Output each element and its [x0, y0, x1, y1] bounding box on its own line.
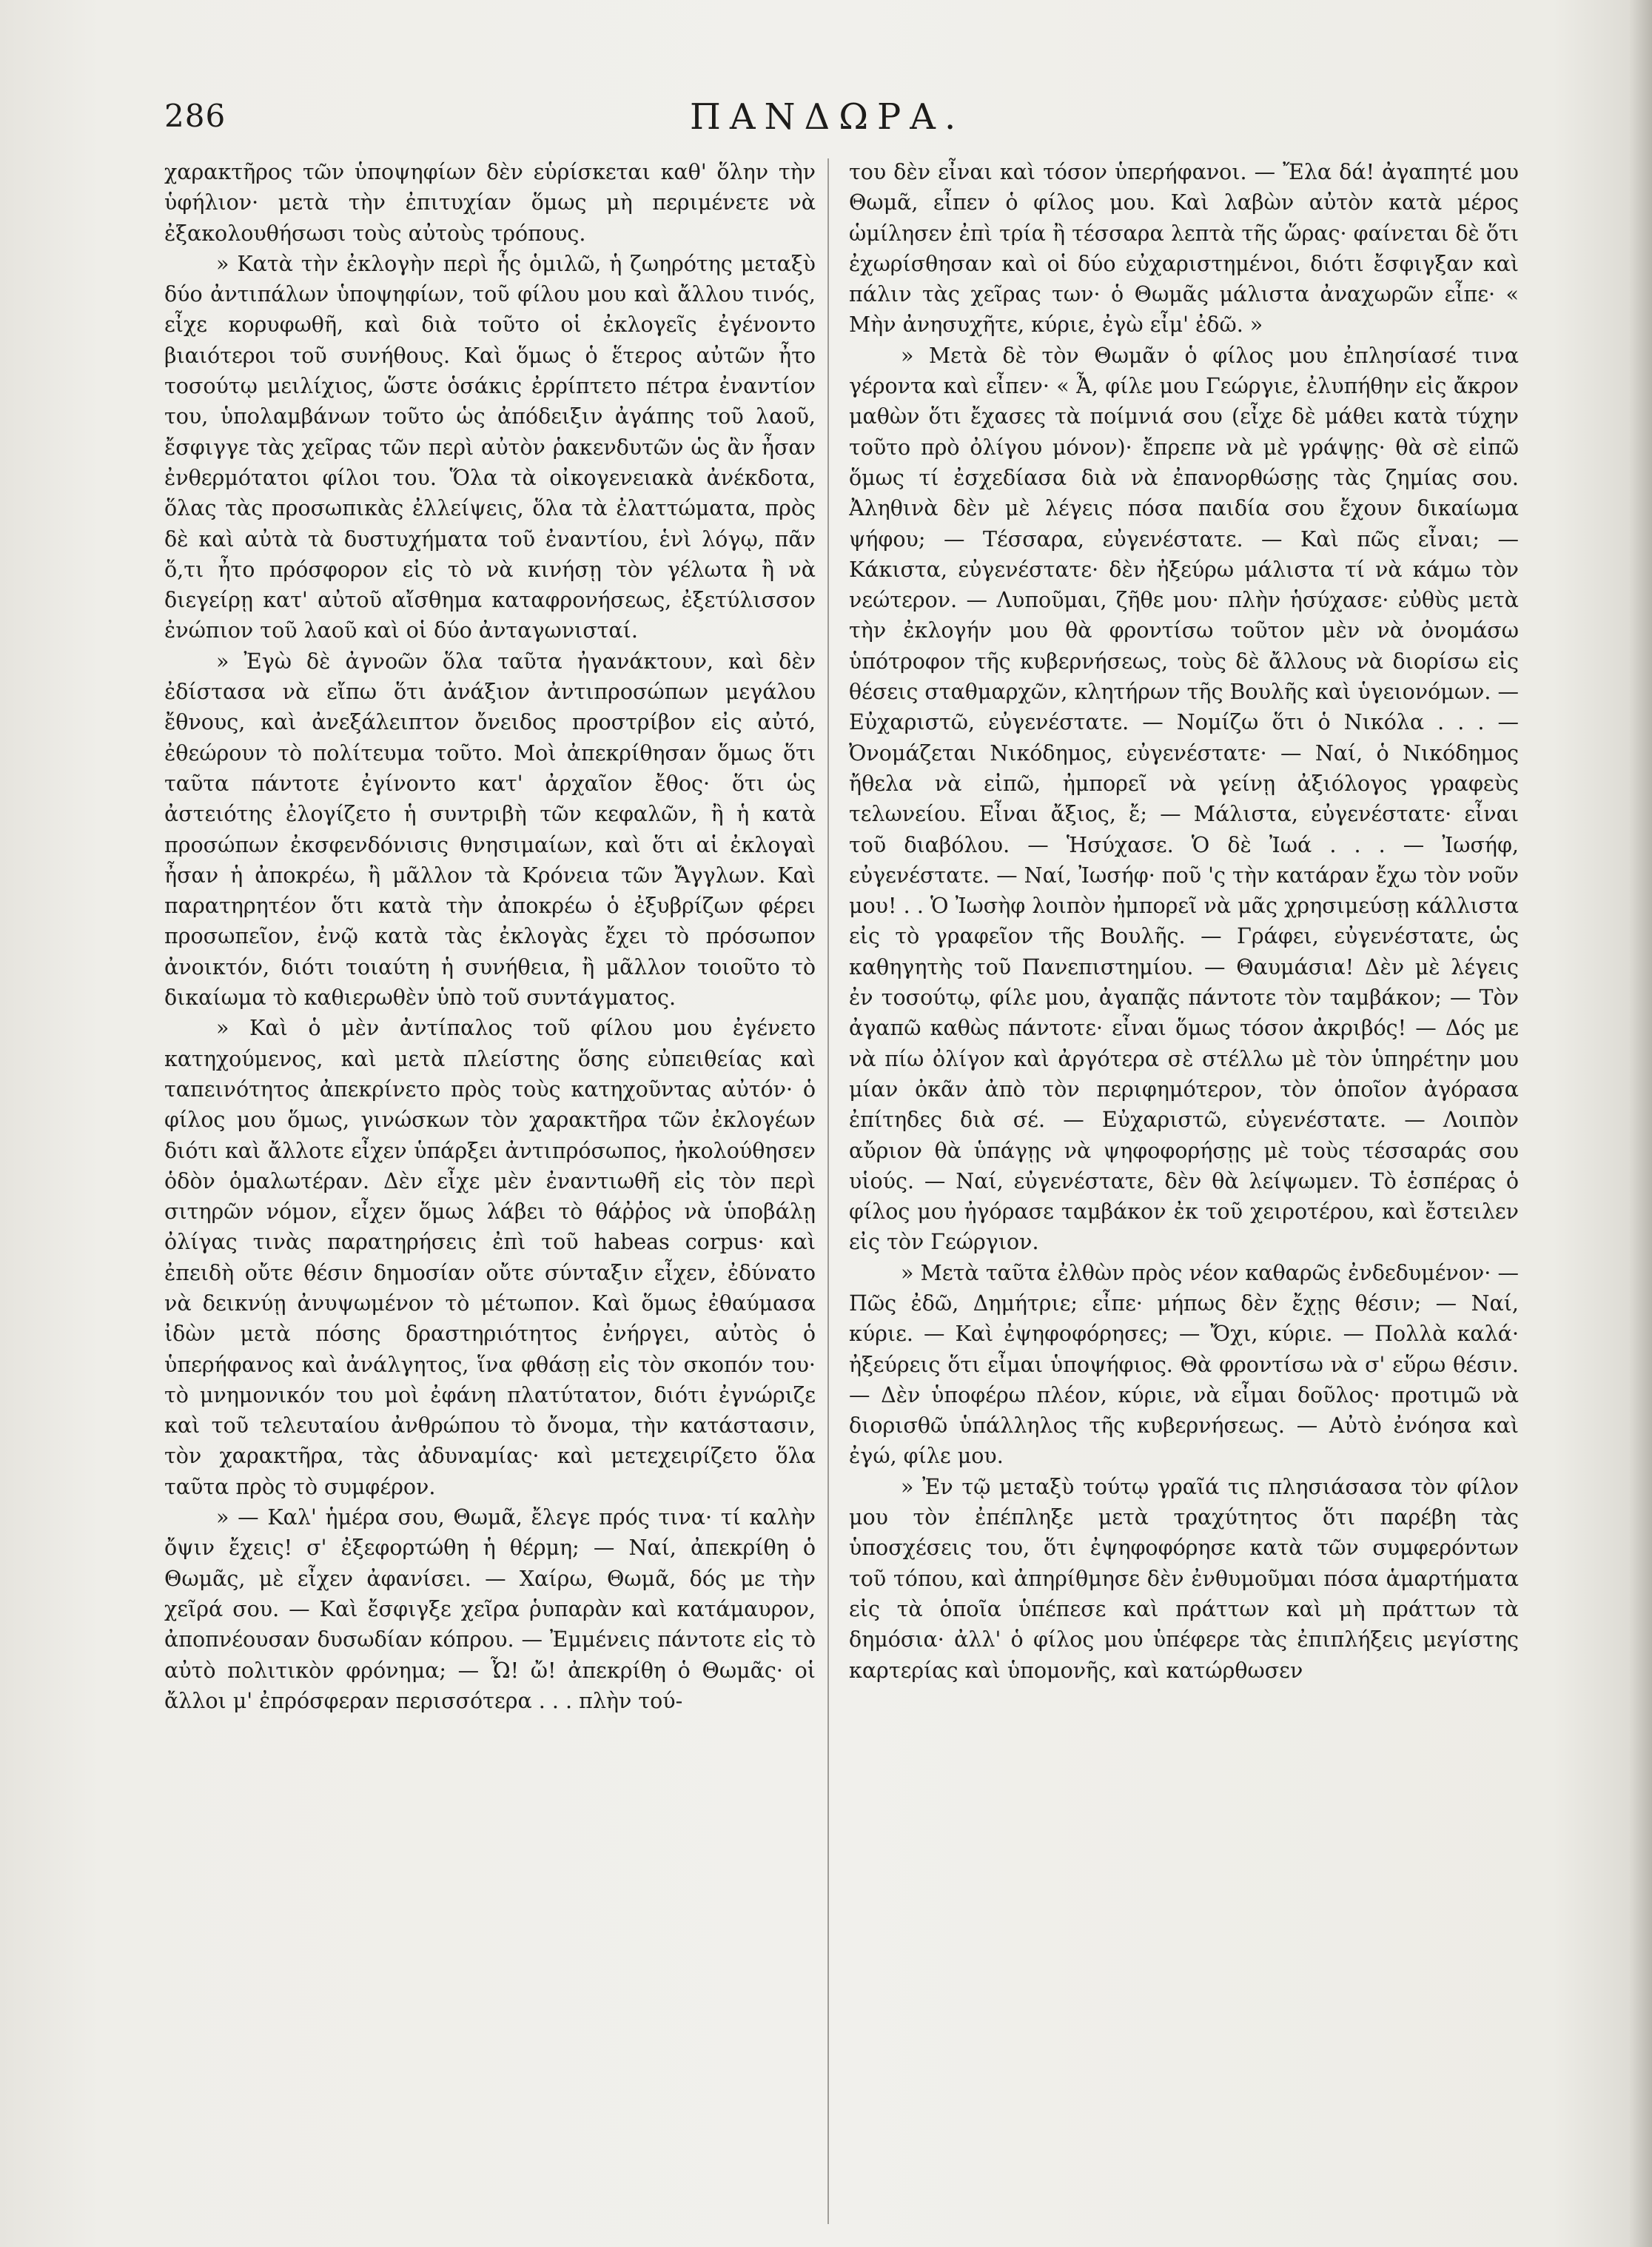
page-edge-shadow — [1630, 0, 1652, 2247]
paragraph: » Κατὰ τὴν ἐκλογὴν περὶ ἧς ὁμιλῶ, ἡ ζωηρότης μεταξὺ δύο ἀντιπάλων ὑποψηφίων, τοῦ φίλου μου καὶ ἄλλου τινός, εἶχε κορυφωθῆ, καὶ διὰ τοῦτο οἱ ἐκλογεῖς ἐγένοντο βιαιότεροι τοῦ συνήθους. Καὶ ὅμως ὁ ἕτερος αὐτῶν ἦτο τοσούτῳ μειλίχιος, ὥστε ὁσάκις ἐρρίπτετο πέτρα ἐναντίον του, ὑπολαμβάνων τοῦτο ὡς ἀπόδειξιν ἀγάπης τοῦ λαοῦ, ἔσφιγγε τὰς χεῖρας τῶν περὶ αὐτὸν ῥακενδυτῶν ὡς ἂν ἦσαν ἐνθερμότατοι φίλοι του. Ὅλα τὰ οἰκογενειακὰ ἀνέκδοτα, ὅλας τὰς προσωπικὰς ἐλλείψεις, ὅλα τὰ ἐλαττώματα, πρὸς δὲ καὶ αὐτὰ τὰ δυστυχήματα τοῦ ἐναντίου, ἑνὶ λόγῳ, πᾶν ὅ,τι ἦτο πρόσφορον εἰς τὸ νὰ κινήσῃ τὸν γέλωτα ἢ νὰ διεγείρῃ κατ' αὐτοῦ αἴσθημα καταφρονήσεως, ἐξετύλισσον ἐνώπιον τοῦ λαοῦ καὶ οἱ δύο ἀνταγωνισταί. — [164, 251, 816, 643]
left-column — [164, 157, 816, 2223]
running-title: ΠΑΝΔΩΡΑ. — [690, 96, 965, 138]
paragraph: » Ἐν τῷ μεταξὺ τούτῳ γραῖά τις πλησιάσασα τὸν φίλον μου τὸν ἐπέπληξε μετὰ τραχύτητος ὅτι παρέβη τὰς ὑποσχέσεις του, ὅτι ἐψηφοφόρησε κατὰ τῶν συμφερόντων τοῦ τόπου, καὶ ἀπηρίθμησε δὲν ἐνθυμοῦμαι πόσα ἁμαρτήματα εἰς τὰ ὁποῖα ὑπέπεσε καὶ πράττων καὶ μὴ πράττων τὰ δημόσια· ἀλλ' ὁ φίλος μου ὑπέφερε τὰς ἐπιπλήξεις μεγίστης καρτερίας καὶ ὑπομονῆς, καὶ κατώρθωσεν — [849, 1474, 1519, 1683]
right-column — [849, 157, 1519, 2223]
page-header — [164, 98, 1571, 150]
page-number: 286 — [164, 98, 226, 134]
paragraph: » Μετὰ δὲ τὸν Θωμᾶν ὁ φίλος μου ἐπλησίασέ τινα γέροντα καὶ εἶπεν· « Ἆ, φίλε μου Γεώργιε, ἐλυπήθην εἰς ἄκρον μαθὼν ὅτι ἔχασες τὰ ποίμνιά σου (εἶχε δὲ μάθει κατὰ τύχην τοῦτο πρὸ ὀλίγου μόνον)· ἔπρεπε νὰ μὲ γράψῃς· θὰ σὲ εἰπῶ ὅμως τί ἐσχεδίασα διὰ νὰ ἐπανορθώσῃς τὰς ζημίας σου. Ἀληθινὰ δὲν μὲ λέγεις πόσα παιδία σου ἔχουν δικαίωμα ψήφου; — Τέσσαρα, εὐγενέστατε. — Καὶ πῶς εἶναι; — Κάκιστα, εὐγενέστατε· δὲν ἠξεύρω μάλιστα τί νὰ κάμω τὸν νεώτερον. — Λυποῦμαι, ζῆθε μου· πλὴν ἡσύχασε· εὐθὺς μετὰ τὴν ἐκλογήν μου θὰ φροντίσω τοῦτον μὲν νὰ ὀνομάσω ὑπότροφον τῆς κυβερνήσεως, τοὺς δὲ ἄλλους νὰ διορίσω εἰς θέσεις σταθμαρχῶν, κλητήρων τῆς Βουλῆς καὶ ὑγειονόμων. — Εὐχαριστῶ, εὐγενέστατε. — Νομίζω ὅτι ὁ Νικόλα . . . — Ὀνομάζεται Νικόδημος, εὐγενέστατε· — Ναί, ὁ Νικόδημος ἤθελα νὰ εἰπῶ, ἠμπορεῖ νὰ γείνῃ ἀξιόλογος γραφεὺς τελωνείου. Εἶναι ἄξιος, ἔ; — Μάλιστα, εὐγενέστατε· εἶναι τοῦ διαβόλου. — Ἡσύχασε. Ὁ δὲ Ἰωά . . . — Ἰωσήφ, εὐγενέστατε. — Ναί, Ἰωσήφ· ποῦ 'ς τὴν κατάραν ἔχω τὸν νοῦν μου! . . Ὁ Ἰωσὴφ λοιπὸν ἠμπορεῖ νὰ μᾶς χρησιμεύσῃ κάλλιστα εἰς τὸ γραφεῖον τῆς Βουλῆς. — Γράφει, εὐγενέστατε, ὡς καθηγητὴς τοῦ Πανεπιστημίου. — Θαυμάσια! Δὲν μὲ λέγεις ἐν τοσούτῳ, φίλε μου, ἀγαπᾷς πάντοτε τὸν ταμβάκον; — Τὸν ἀγαπῶ καθὼς πάντοτε· εἶναι ὅμως τόσον ἀκριβός! — Δός με νὰ πίω ὀλίγον καὶ ἀργότερα σὲ στέλλω μὲ τὸν ὑπηρέτην μου μίαν ὀκᾶν ἀπὸ τὸν περιφημότερον, τὸν ὁποῖον ἀγόρασα ἐπίτηδες διὰ σέ. — Εὐχαριστῶ, εὐγενέστατε. — Λοιπὸν αὔριον θὰ ὑπάγῃς νὰ ψηφοφορήσῃς μὲ τοὺς τέσσαράς σου υἱούς. — Ναί, εὐγενέστατε, δὲν θὰ λείψωμεν. Τὸ ἑσπέρας ὁ φίλος μου ἠγόρασε ταμβάκον ἐκ τοῦ χειροτέρου, καὶ ἔστειλεν εἰς τὸν Γεώργιον. — [849, 343, 1519, 1255]
paragraph: » Ἐγὼ δὲ ἀγνοῶν ὅλα ταῦτα ἠγανάκτουν, καὶ δὲν ἐδίστασα νὰ εἴπω ὅτι ἀνάξιον ἀντιπροσώπων μεγάλου ἔθνους, καὶ ἀνεξάλειπτον ὄνειδος προστρίβον εἰς αὐτό, ἐθεώρουν τὸ πολίτευμα τοῦτο. Μοὶ ἀπεκρίθησαν ὅμως ὅτι ταῦτα πάντοτε ἐγίνοντο κατ' ἀρχαῖον ἔθος· ὅτι ὡς ἀστειότης ἐλογίζετο ἡ συντριβὴ τῶν κεφαλῶν, ἢ ἡ κατὰ προσώπων ἐκσφενδόνισις θνησιμαίων, καὶ ὅτι αἱ ἐκλογαὶ ἦσαν ἡ ἀποκρέω, ἢ μᾶλλον τὰ Κρόνεια τῶν Ἄγγλων. Καὶ παρατηρητέον ὅτι κατὰ τὴν ἀποκρέω ὁ ἐξυβρίζων φέρει προσωπεῖον, ἐνῷ κατὰ τὰς ἐκλογὰς ἔχει τὸ πρόσωπον ἀνοικτόν, διότι τοιαύτη ἡ συνήθεια, ἢ μᾶλλον τοιοῦτο τὸ δικαίωμα τὸ καθιερωθὲν ὑπὸ τοῦ συντάγματος. — [164, 649, 816, 1011]
paragraph: του δὲν εἶναι καὶ τόσον ὑπερήφανοι. — Ἔλα δά! ἀγαπητέ μου Θωμᾶ, εἶπεν ὁ φίλος μου. Καὶ λαβὼν αὐτὸν κατὰ μέρος ὡμίλησεν ἐπὶ τρία ἢ τέσσαρα λεπτὰ τῆς ὥρας· φαίνεται δὲ ὅτι ἐχωρίσθησαν καὶ οἱ δύο εὐχαριστημένοι, διότι ἔσφιγξαν καὶ πάλιν τὰς χεῖρας των· ὁ Θωμᾶς μάλιστα ἀναχωρῶν εἶπε· « Μὴν ἀνησυχῆτε, κύριε, ἐγὼ εἶμ' ἐδῶ. » — [849, 160, 1519, 338]
paragraph: » Μετὰ ταῦτα ἐλθὼν πρὸς νέον καθαρῶς ἐνδεδυμένον· — Πῶς ἐδῶ, Δημήτριε; εἶπε· μήπως δὲν ἔχῃς θέσιν; — Ναί, κύριε. — Καὶ ἐψηφοφόρησες; — Ὄχι, κύριε. — Πολλὰ καλά· ἠξεύρεις ὅτι εἶμαι ὑποψήφιος. Θὰ φροντίσω νὰ σ' εὕρω θέσιν. — Δὲν ὑποφέρω πλέον, κύριε, νὰ εἶμαι δοῦλος· προτιμῶ νὰ διορισθῶ ὑπάλληλος τῆς κυβερνήσεως. — Αὐτὸ ἐνόησα καὶ ἐγώ, φίλε μου. — [849, 1260, 1519, 1469]
column-divider — [827, 158, 829, 2224]
paragraph: » — Καλ' ἡμέρα σου, Θωμᾶ, ἔλεγε πρός τινα· τί καλὴν ὄψιν ἔχεις! σ' ἐξεφορτώθη ἡ θέρμη; — Ναί, ἀπεκρίθη ὁ Θωμᾶς, μὲ εἶχεν ἀφανίσει. — Χαίρω, Θωμᾶ, δός με τὴν χεῖρά σου. — Καὶ ἔσφιγξε χεῖρα ῥυπαρὰν καὶ κατάμαυρον, ἀποπνέουσαν δυσωδίαν κόπρου. — Ἐμμένεις πάντοτε εἰς τὸ αὐτὸ πολιτικὸν φρόνημα; — Ὦ! ὤ! ἀπεκρίθη ὁ Θωμᾶς· οἱ ἄλλοι μ' ἐπρόσφεραν περισσότερα . . . πλὴν τού- — [164, 1505, 816, 1713]
paragraph: χαρακτῆρος τῶν ὑποψηφίων δὲν εὑρίσκεται καθ' ὅλην τὴν ὑφήλιον· μετὰ τὴν ἐπιτυχίαν ὅμως μὴ περιμένετε νὰ ἐξακολουθήσωσι τοὺς αὐτοὺς τρόπους. — [164, 160, 816, 246]
paragraph: » Καὶ ὁ μὲν ἀντίπαλος τοῦ φίλου μου ἐγένετο κατηχούμενος, καὶ μετὰ πλείστης ὅσης εὐπειθείας καὶ ταπεινότητος ἀπεκρίνετο πρὸς τοὺς κατηχοῦντας αὐτόν· ὁ φίλος μου ὅμως, γινώσκων τὸν χαρακτῆρα τῶν ἐκλογέων διότι καὶ ἄλλοτε εἶχεν ὑπάρξει ἀντιπρόσωπος, ἠκολούθησεν ὁδὸν ὁμαλωτέραν. Δὲν εἶχε μὲν ἐναντιωθῆ εἰς τὸν περὶ σιτηρῶν νόμον, εἶχεν ὅμως λάβει τὸ θάῤῥος νὰ ὑποβάλῃ ὀλίγας τινὰς παρατηρήσεις ἐπὶ τοῦ habeas corpus· καὶ ἐπειδὴ οὔτε θέσιν δημοσίαν οὔτε σύνταξιν εἶχεν, ἐδύνατο νὰ δεικνύῃ ἀνυψωμένον τὸ μέτωπον. Καὶ ὅμως ἐθαύμασα ἰδὼν μετὰ πόσης δραστηριότητος ἐνήργει, αὐτὸς ὁ ὑπερήφανος καὶ ἀνάλγητος, ἵνα φθάσῃ εἰς τὸν σκοπόν του· τὸ μνημονικόν του μοὶ ἐφάνη πλατύτατον, διότι ἐγνώριζε καὶ τοῦ τελευταίου ἀνθρώπου τὸ ὄνομα, τὴν κατάστασιν, τὸν χαρακτῆρα, τὰς ἀδυναμίας· καὶ μετεχειρίζετο ὅλα ταῦτα πρὸς τὸ συμφέρον. — [164, 1016, 816, 1499]
